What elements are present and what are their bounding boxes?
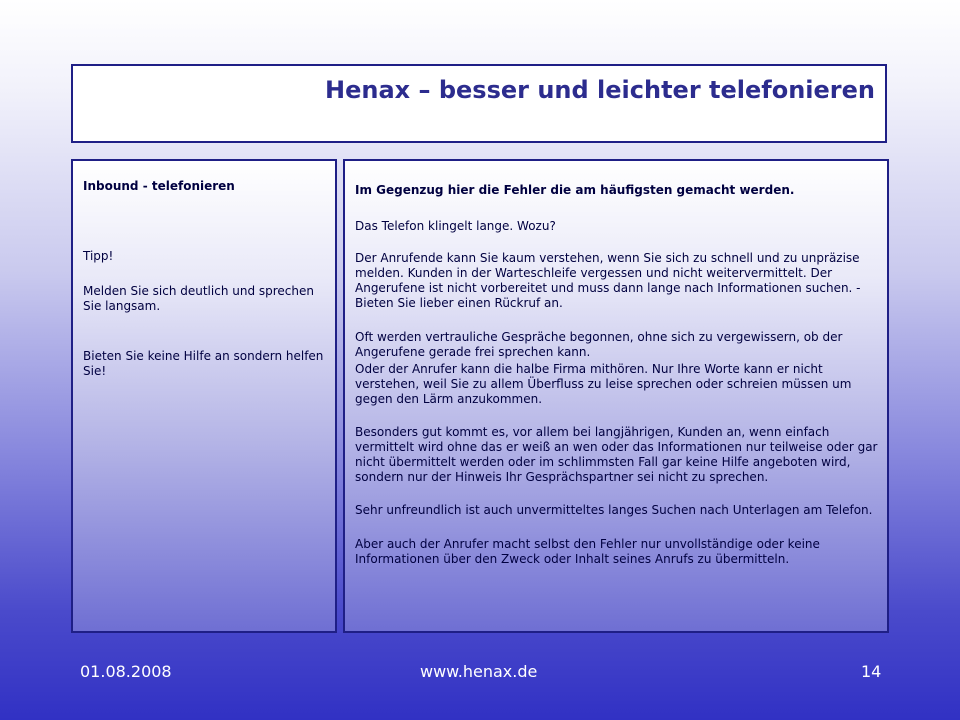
title-box xyxy=(71,64,887,143)
paragraph: Oft werden vertrauliche Gespräche begonnen, ohne sich zu vergewissern, ob der Angerufene gerade frei sprechen kann. xyxy=(355,330,843,359)
paragraph: Der Anrufende kann Sie kaum verstehen, wenn Sie sich zu schnell und zu unpräzise melden. Kunden in der Warteschleife vergessen und nicht weitervermittelt. Der Angerufene ist nicht vorbereitet und muss dann lange nach Informationen suchen. - Bieten Sie lieber einen Rückruf an. xyxy=(355,251,861,310)
paragraph: Besonders gut kommt es, vor allem bei langjährigen, Kunden an, wenn einfach vermittelt wird ohne das er weiß an wen oder das Informationen nur teilweise oder gar nicht übermittelt werden oder im schlimmsten Fall gar keine Hilfe angeboten wird, sondern nur der Hinweis Ihr Gesprächspartner sei nicht zu sprechen. xyxy=(355,425,878,484)
right-heading: Im Gegenzug hier die Fehler die am häufigsten gemacht werden. xyxy=(355,183,795,197)
paragraph: Oder der Anrufer kann die halbe Firma mithören. Nur Ihre Worte kann er nicht verstehen, weil Sie zu allem Überfluss zu leise sprechen oder schreien müssen um gegen den Lärm anzukommen. xyxy=(355,362,852,406)
left-panel xyxy=(71,159,337,633)
footer-url[interactable]: www.henax.de xyxy=(420,662,538,681)
tip-text-1: Melden Sie sich deutlich und sprechen Sie langsam. xyxy=(83,284,314,313)
footer-date: 01.08.2008 xyxy=(80,662,172,681)
tip-text-2: Bieten Sie keine Hilfe an sondern helfen Sie! xyxy=(83,349,324,378)
paragraph: Sehr unfreundlich ist auch unvermitteltes langes Suchen nach Unterlagen am Telefon. xyxy=(355,503,873,517)
paragraph: Das Telefon klingelt lange. Wozu? xyxy=(355,219,556,233)
left-heading: Inbound - telefonieren xyxy=(83,179,235,193)
paragraph: Aber auch der Anrufer macht selbst den Fehler nur unvollständige oder keine Informationen über den Zweck oder Inhalt seines Anrufs zu übermitteln. xyxy=(355,537,820,566)
tip-label: Tipp! xyxy=(83,249,114,263)
slide-title: Henax – besser und leichter telefonieren xyxy=(325,76,875,104)
footer-page-number: 14 xyxy=(861,662,882,681)
right-panel xyxy=(343,159,889,633)
